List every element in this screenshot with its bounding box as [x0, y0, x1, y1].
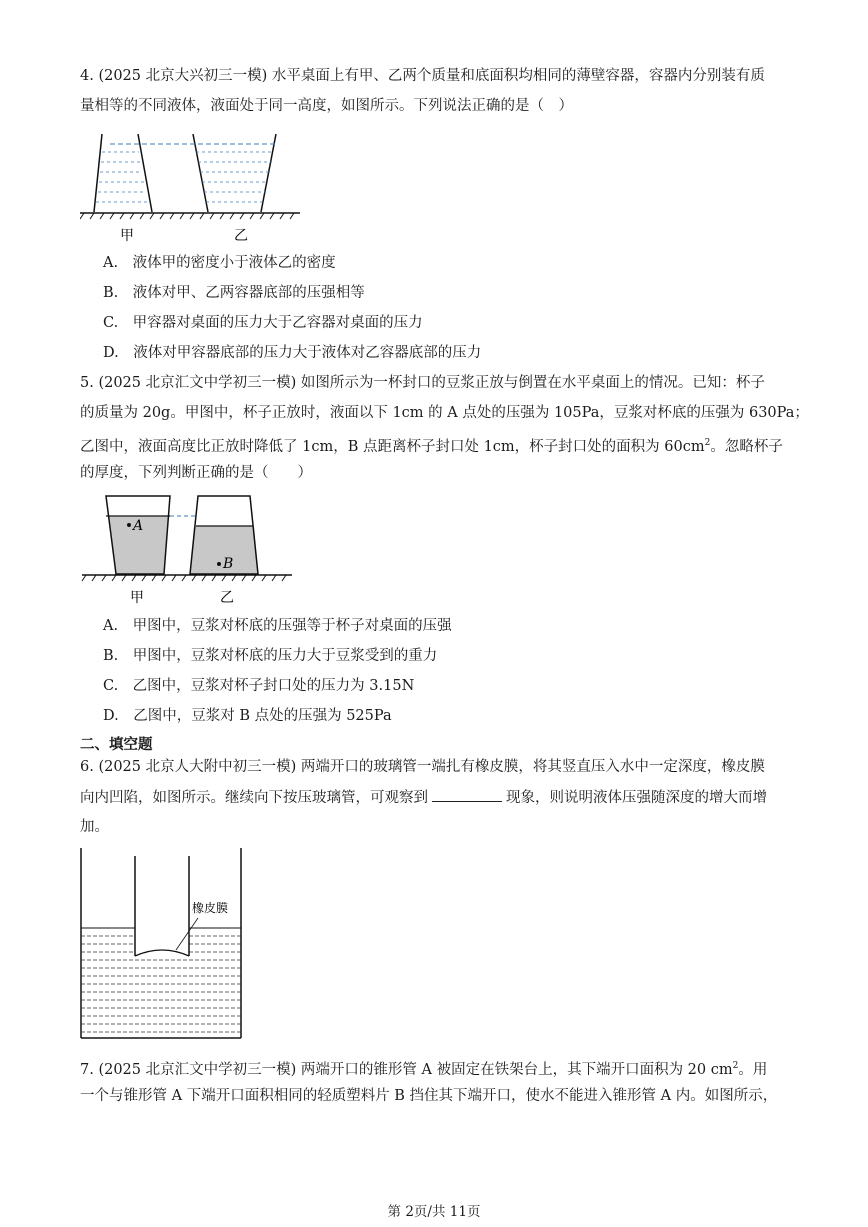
q6-membrane-label: 橡皮膜 [192, 901, 229, 915]
q5-text-line1: 5. (2025 北京汇文中学初三一模) 如图所示为一杯封口的豆浆正放与倒置在水平桌面上的情况。已知：杯子 [80, 375, 765, 391]
q5-option-b: B. 甲图中，豆浆对杯底的压力大于豆浆受到的重力 [103, 648, 438, 664]
q4-option-a: A. 液体甲的密度小于液体乙的密度 [103, 255, 336, 271]
page-footer: 第 2页/共 11页 [387, 1204, 481, 1220]
q4-figure [80, 128, 310, 246]
q5-point-a: A [133, 518, 144, 534]
q4-label-yi: 乙 [234, 228, 248, 244]
q4-label-jia: 甲 [120, 228, 134, 244]
q5-text-line2: 的质量为 20g。甲图中，杯子正放时，液面以下 1cm 的 A 点处的压强为 105Pa，豆浆对杯底的压强为 630Pa； [80, 405, 809, 421]
q6-figure [78, 846, 246, 1042]
q7-text-line2: 一个与锥形管 A 下端开口面积相同的轻质塑料片 B 挡住其下端开口，使水不能进入锥形管 A 内。如图所示， [80, 1088, 778, 1104]
q4-text-line1: 4. (2025 北京大兴初三一模) 水平桌面上有甲、乙两个质量和底面积均相同的薄壁容器，容器内分别装有质 [80, 68, 765, 84]
q5-point-b: B [223, 556, 234, 572]
q6-text-line2: 向内凹陷，如图所示。继续向下按压玻璃管，可观察到 现象，则说明液体压强随深度的增大而增 [80, 787, 767, 808]
q5-text-line3: 乙图中，液面高度比正放时降低了 1cm，B 点距离杯子封口处 1cm，杯子封口处的面积为 $60cm^2$。忽略杯子 [80, 438, 783, 455]
section-title-fill-blank: 二、填空题 [80, 736, 153, 753]
q5-figure [80, 492, 295, 610]
q5-option-d: D. 乙图中，豆浆对 B 点处的压强为 525Pa [103, 708, 392, 724]
q4-text-line2: 量相等的不同液体，液面处于同一高度，如图所示。下列说法正确的是（ ） [80, 98, 573, 114]
q4-option-b: B. 液体对甲、乙两容器底部的压强相等 [103, 285, 365, 301]
q5-label-yi: 乙 [220, 590, 234, 606]
q5-option-a: A. 甲图中，豆浆对杯底的压强等于杯子对桌面的压强 [103, 618, 452, 634]
q4-option-c: C. 甲容器对桌面的压力大于乙容器对桌面的压力 [103, 315, 423, 331]
q6-answer-blank[interactable] [432, 787, 502, 802]
q5-label-jia: 甲 [130, 590, 144, 606]
q7-text-line1: 7. (2025 北京汇文中学初三一模) 两端开口的锥形管 A 被固定在铁架台上，其下端开口面积为 20 $cm^2$。用 [80, 1061, 768, 1078]
q5-option-c: C. 乙图中，豆浆对杯子封口处的压力为 3.15N [103, 678, 415, 694]
q6-text-line1: 6. (2025 北京人大附中初三一模) 两端开口的玻璃管一端扎有橡皮膜，将其竖直压入水中一定深度，橡皮膜 [80, 759, 765, 775]
q4-option-d: D. 液体对甲容器底部的压力大于液体对乙容器底部的压力 [103, 345, 482, 361]
q6-text-line3: 加。 [80, 819, 109, 835]
q5-text-line4: 的厚度，下列判断正确的是（ ） [80, 465, 312, 481]
